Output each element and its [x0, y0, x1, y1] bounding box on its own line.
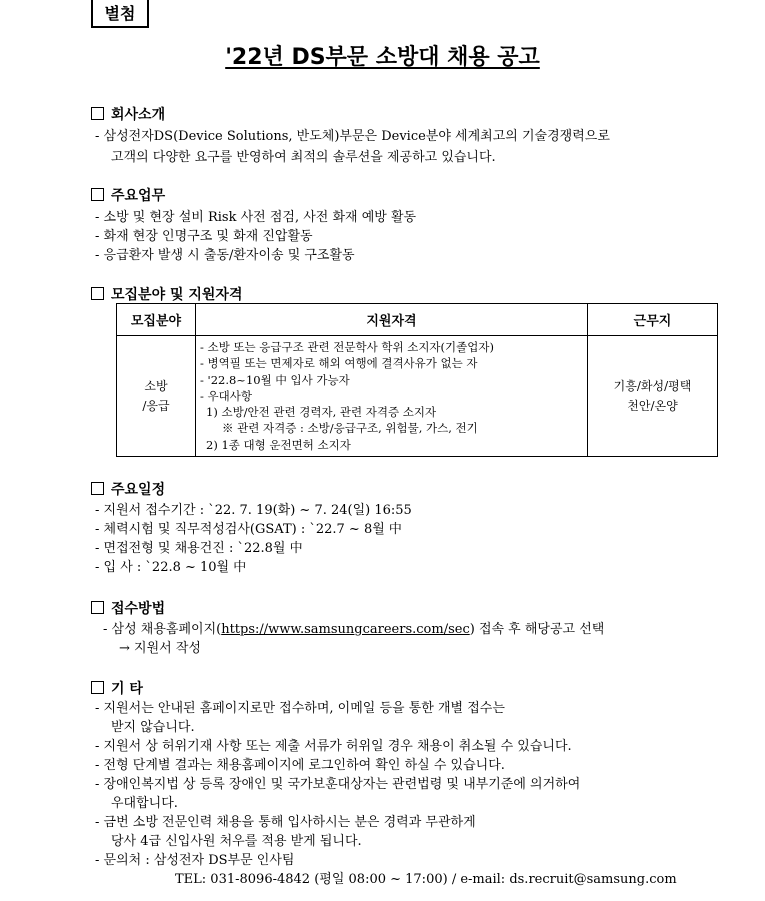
table-header-location: 근무지: [588, 304, 718, 336]
table-cell-field: [117, 336, 196, 457]
recruit-table: [116, 303, 718, 457]
schedule-line-4: - 입 사 : `22.8 ~ 10월 中: [95, 560, 247, 575]
checkbox-icon: [91, 287, 104, 300]
checkbox-icon: [91, 681, 104, 694]
field-line-1: 소방: [144, 379, 168, 393]
etc-line-1: - 지원서는 안내된 홈페이지로만 접수하며, 이메일 등을 통한 개별 접수는: [95, 701, 505, 716]
attachment-badge: 별첨: [91, 0, 149, 28]
section-company-heading: 회사소개: [91, 104, 165, 124]
schedule-line-3: - 면접전형 및 채용건진 : `22.8월 中: [95, 541, 303, 556]
duties-line-3: - 응급환자 발생 시 출동/환자이송 및 구조활동: [95, 248, 355, 263]
etc-line-2: 받지 않습니다.: [111, 720, 195, 735]
qualification-item: 1) 소방/안전 관련 경력자, 관련 자격증 소지자: [206, 405, 437, 420]
etc-line-4: - 전형 단계별 결과는 채용홈페이지에 로그인하여 확인 하실 수 있습니다.: [95, 758, 505, 773]
section-recruit-heading: 모집분야 및 지원자격: [91, 284, 242, 304]
location-line-2: 천안/온양: [627, 399, 678, 413]
qualification-item: - 우대사항: [200, 388, 252, 403]
etc-line-7: - 금번 소방 전문인력 채용을 통해 입사하시는 분은 경력과 무관하게: [95, 815, 476, 830]
etc-line-5: - 장애인복지법 상 등록 장애인 및 국가보훈대상자는 관련법령 및 내부기준에 의거하여: [95, 777, 581, 792]
checkbox-icon: [91, 482, 104, 495]
qualification-item: - '22.8~10월 中 입사 가능자: [200, 372, 350, 387]
etc-line-9: - 문의처 : 삼성전자 DS부문 인사팀: [95, 853, 295, 868]
etc-contact-line: TEL: 031-8096-4842 (평일 08:00 ~ 17:00) / e-mail: ds.recruit@samsung.com: [175, 872, 677, 887]
checkbox-icon: [91, 188, 104, 201]
schedule-line-2: - 체력시험 및 직무적성검사(GSAT) : `22.7 ~ 8월 中: [95, 522, 402, 537]
company-line-1: - 삼성전자DS(Device Solutions, 반도체)부문은 Device분야 세계최고의 기술경쟁력으로: [95, 129, 610, 144]
duties-line-2: - 화재 현장 인명구조 및 화재 진압활동: [95, 229, 313, 244]
field-line-2: /응급: [142, 399, 170, 413]
company-line-2: 고객의 다양한 요구를 반영하여 최적의 솔루션을 제공하고 있습니다.: [111, 150, 496, 165]
location-line-1: 기흥/화성/평택: [613, 379, 692, 393]
schedule-line-1: - 지원서 접수기간 : `22. 7. 19(화) ~ 7. 24(일) 16:55: [95, 503, 412, 518]
section-etc-heading: 기 타: [91, 678, 143, 698]
etc-line-3: - 지원서 상 허위기재 사항 또는 제출 서류가 허위일 경우 채용이 취소될 수 있습니다.: [95, 739, 572, 754]
section-schedule-heading: 주요일정: [91, 479, 165, 499]
qualification-item: - 소방 또는 응급구조 관련 전문학사 학위 소지자(기졸업자): [200, 340, 494, 355]
section-duties-heading: 주요업무: [91, 185, 165, 205]
apply-line-1: - 삼성 채용홈페이지(https://www.samsungcareers.com/sec) 접속 후 해당공고 선택: [103, 622, 605, 637]
apply-line-2: → 지원서 작성: [119, 641, 201, 656]
careers-link[interactable]: https://www.samsungcareers.com/sec: [221, 622, 470, 637]
qualification-item: ※ 관련 자격증 : 소방/응급구조, 위험물, 가스, 전기: [222, 421, 478, 436]
etc-line-6: 우대합니다.: [111, 796, 178, 811]
checkbox-icon: [91, 107, 104, 120]
table-header-qualifications: 지원자격: [196, 304, 588, 336]
table-cell-qualifications: [196, 336, 588, 457]
qualification-item: - 병역필 또는 면제자로 해외 여행에 결격사유가 없는 자: [200, 356, 478, 371]
table-cell-location: [588, 336, 718, 457]
duties-line-1: - 소방 및 현장 설비 Risk 사전 점검, 사전 화재 예방 활동: [95, 210, 417, 225]
page-title: '22년 DS부문 소방대 채용 공고: [225, 45, 540, 70]
section-apply-heading: 접수방법: [91, 598, 165, 618]
etc-line-8: 당사 4급 신입사원 처우를 적용 받게 됩니다.: [111, 834, 362, 849]
qualification-item: 2) 1종 대형 운전면허 소지자: [206, 437, 351, 452]
table-header-field: 모집분야: [117, 304, 196, 336]
checkbox-icon: [91, 601, 104, 614]
